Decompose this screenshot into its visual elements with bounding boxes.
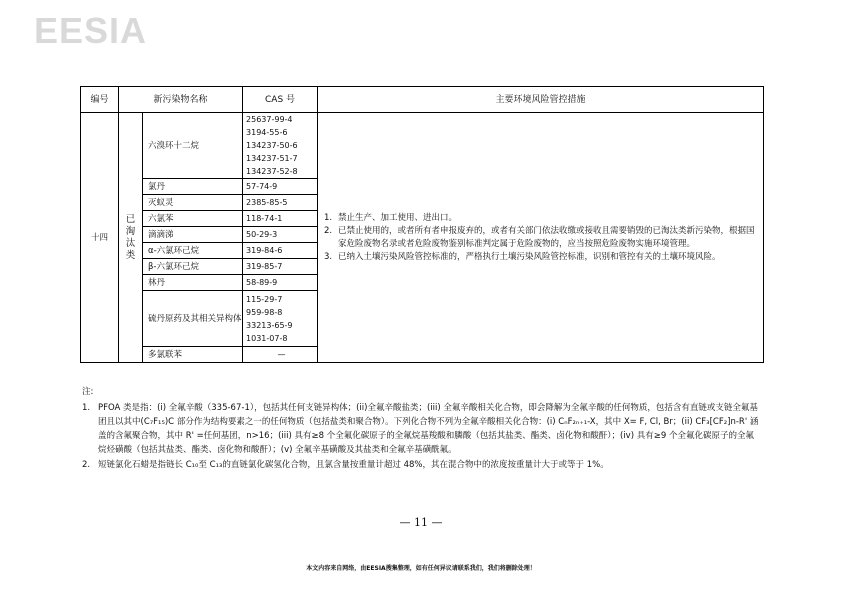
cas-number: 50-29-3 — [246, 230, 278, 239]
group-number: 十四 — [81, 113, 119, 363]
cas-number: 2385-85-5 — [246, 198, 288, 207]
cas-number: 33213-65-9 — [246, 320, 293, 330]
pollutant-name: β-六氯环己烷 — [143, 259, 243, 275]
cas-number: 58-89-9 — [246, 278, 278, 287]
table-row — [81, 113, 764, 179]
measure-item — [324, 225, 755, 251]
cas-number: 134237-50-6 — [246, 141, 298, 150]
class-char: 淘 — [125, 225, 136, 237]
cas-number: 319-84-6 — [246, 246, 283, 255]
measure-item — [324, 251, 755, 264]
pollutant-name: 氯丹 — [143, 179, 243, 195]
header-measures: 主要环境风险管控措施 — [318, 87, 764, 113]
cas-number-cell — [243, 243, 318, 259]
measure-number: 2. — [324, 225, 333, 236]
cas-number-cell — [243, 275, 318, 291]
cas-number: 57-74-9 — [246, 182, 278, 191]
cas-number: 319-85-7 — [246, 262, 283, 271]
class-char: 类 — [125, 249, 136, 261]
cas-number-cell — [243, 291, 318, 347]
class-label — [119, 113, 143, 363]
risk-control-measures — [318, 113, 764, 363]
pollutant-name: 六溴环十二烷 — [143, 113, 243, 179]
measure-text: 禁止生产、加工使用、进出口。 — [338, 212, 458, 223]
new-pollutants-table — [80, 86, 764, 363]
measure-item — [324, 212, 755, 225]
pollutant-name: 林丹 — [143, 275, 243, 291]
footer-disclaimer: 本文内容来自网络，由EESIA搜集整理，如有任何异议请联系我们，我们将删除处理！ — [306, 565, 536, 572]
cas-number: 959-98-8 — [246, 307, 283, 317]
note-text: 短链氯化石蜡是指链长 C₁₀至 C₁₃的直链氯化碳氢化合物，且氯含量按重量计超过 48%，其在混合物中的浓度按重量计大于或等于 1%。 — [98, 460, 609, 470]
note-number: 2. — [82, 460, 91, 470]
note-item — [82, 458, 762, 472]
pollutant-name: 六氯苯 — [143, 211, 243, 227]
cas-number: 25637-99-4 — [246, 115, 293, 124]
notes-title: 注: — [82, 387, 94, 397]
pollutant-name: α-六氯环己烷 — [143, 243, 243, 259]
measure-number: 3. — [324, 251, 333, 262]
pollutant-name: 硫丹原药及其相关异构体 — [143, 291, 243, 347]
measure-text: 已禁止使用的，或者所有者申报废弃的，或者有关部门依法收缴或接收且需要销毁的已淘汰类新污染物，根据国家危险废物名录或者危险废物鉴别标准判定属于危险废物的，应当按照危险废物实施环境管理。 — [338, 225, 755, 249]
table-header-row — [81, 87, 764, 113]
measure-number: 1. — [324, 212, 333, 223]
note-text: PFOA 类是指：(i) 全氟辛酸（335-67-1），包括其任何支链异构体；(ii)全氟辛酸盐类；(iii) 全氟辛酸相关化合物，即会降解为全氟辛酸的任何物质，包括含有直链或支链全氟基团且以其中(C₇F₁₅)C 部分作为结构要素之一的任何物质（包括盐类和聚合物）。下列化合物不列为全氟辛酸相关化合物：(i) CₙF₂ₙ₊₁-X，其中 X= F, Cl, Br；(ii) CF₃[CF₂]n-R' 涵盖的含氟聚合物，其中 R' =任何基团，n>16；(iii) 具有≥8 个全氟化碳原子的全氟烷基羧酸和膦酸（包括其盐类、酯类、卤化物和酸酐）；(iv) 具有≥9 个全氟化碳原子的全氟烷烃磺酸（包括其盐类、酯类、卤化物和酸酐）；(v) 全氟辛基磺酸及其盐类和全氟辛基磺酰氟。 — [98, 403, 759, 455]
measure-text: 已纳入土壤污染风险管控标准的，严格执行土壤污染风险管控标准，识别和管控有关的土壤环境风险。 — [338, 251, 721, 262]
cas-number-cell — [243, 347, 318, 363]
header-number: 编号 — [81, 87, 119, 113]
notes-section — [82, 385, 762, 473]
cas-number: — — [277, 350, 286, 359]
pollutant-name: 多氯联苯 — [143, 347, 243, 363]
cas-number: 1031-07-8 — [246, 333, 288, 343]
note-number: 1. — [82, 403, 91, 413]
pollutant-name: 滴滴涕 — [143, 227, 243, 243]
cas-number-cell — [243, 179, 318, 195]
cas-number-cell — [243, 227, 318, 243]
cas-number-cell — [243, 195, 318, 211]
cas-number: 134237-52-8 — [246, 167, 298, 176]
cas-number: 134237-51-7 — [246, 154, 298, 163]
cas-number: 3194-55-6 — [246, 128, 288, 137]
class-char: 汰 — [125, 237, 136, 249]
page-number: — 11 — — [399, 516, 443, 529]
cas-number-cell — [243, 259, 318, 275]
eesia-watermark-logo: EESIA — [34, 10, 148, 51]
cas-number: 115-29-7 — [246, 294, 283, 304]
header-pollutant-name: 新污染物名称 — [119, 87, 243, 113]
class-char: 已 — [125, 213, 136, 225]
cas-number-cell — [243, 113, 318, 179]
note-item — [82, 401, 762, 457]
pollutant-name: 灭蚁灵 — [143, 195, 243, 211]
cas-number-cell — [243, 211, 318, 227]
header-cas: CAS 号 — [243, 87, 318, 113]
cas-number: 118-74-1 — [246, 214, 283, 223]
